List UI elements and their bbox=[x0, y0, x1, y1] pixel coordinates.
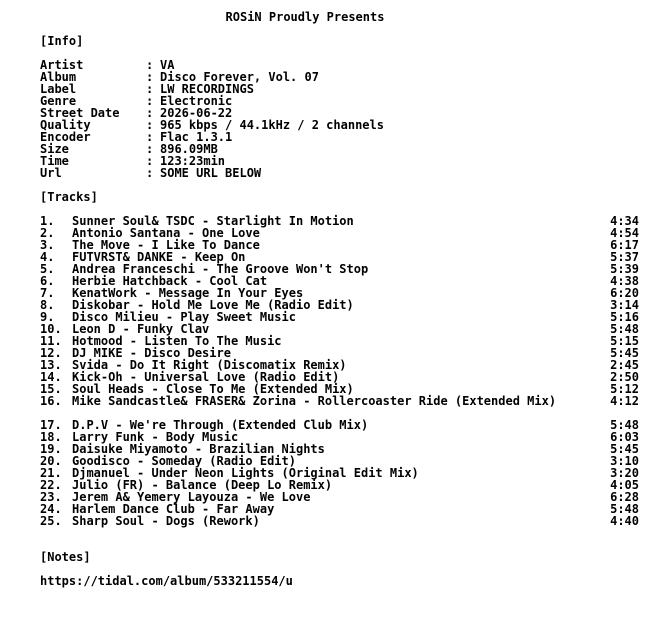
page-title: ROSiN Proudly Presents bbox=[225, 10, 385, 24]
track-title: Antonio Santana - One Love bbox=[72, 226, 260, 240]
track-number: 3. bbox=[40, 238, 55, 252]
track-duration: 4:54 bbox=[610, 226, 639, 240]
info-separator: : bbox=[146, 154, 154, 168]
track-duration: 3:20 bbox=[610, 466, 639, 480]
info-value: Electronic bbox=[160, 94, 233, 108]
track-title: FUTVRST& DANKE - Keep On bbox=[72, 250, 246, 264]
info-row bbox=[0, 155, 648, 167]
notes-url[interactable]: https://tidal.com/album/533211554/u bbox=[40, 574, 293, 588]
track-duration: 6:20 bbox=[610, 286, 639, 300]
track-title: Goodisco - Someday (Radio Edit) bbox=[72, 454, 296, 468]
info-value: SOME URL BELOW bbox=[160, 166, 262, 180]
info-value: 896.09MB bbox=[160, 142, 218, 156]
info-label: Quality bbox=[40, 118, 91, 132]
info-separator: : bbox=[146, 82, 154, 96]
track-duration: 6:03 bbox=[610, 430, 639, 444]
info-label: Encoder bbox=[40, 130, 91, 144]
info-label: Genre bbox=[40, 94, 77, 108]
info-row bbox=[0, 71, 648, 83]
track-title: Harlem Dance Club - Far Away bbox=[72, 502, 275, 516]
info-row bbox=[0, 143, 648, 155]
info-value: 965 kbps / 44.1kHz / 2 channels bbox=[160, 118, 384, 132]
track-number: 5. bbox=[40, 262, 55, 276]
track-duration: 5:39 bbox=[610, 262, 639, 276]
track-title: Julio (FR) - Balance (Deep Lo Remix) bbox=[72, 478, 333, 492]
info-label: Album bbox=[40, 70, 77, 84]
track-duration: 5:45 bbox=[610, 346, 639, 360]
notes-heading: [Notes] bbox=[40, 550, 91, 564]
track-duration: 4:38 bbox=[610, 274, 639, 288]
track-number: 17. bbox=[40, 418, 62, 432]
track-duration: 4:12 bbox=[610, 394, 639, 408]
track-number: 19. bbox=[40, 442, 62, 456]
track-number: 11. bbox=[40, 334, 62, 348]
track-title: DJ MIKE - Disco Desire bbox=[72, 346, 231, 360]
info-row bbox=[0, 131, 648, 143]
track-title: Daisuke Miyamoto - Brazilian Nights bbox=[72, 442, 325, 456]
track-title: Disco Milieu - Play Sweet Music bbox=[72, 310, 296, 324]
info-label: Label bbox=[40, 82, 77, 96]
track-title: D.P.V - We're Through (Extended Club Mix) bbox=[72, 418, 369, 432]
info-value: Disco Forever, Vol. 07 bbox=[160, 70, 319, 84]
info-label: Time bbox=[40, 154, 69, 168]
track-row bbox=[0, 515, 648, 527]
track-number: 12. bbox=[40, 346, 62, 360]
info-separator: : bbox=[146, 70, 154, 84]
info-row bbox=[0, 83, 648, 95]
track-row bbox=[0, 395, 648, 407]
info-value: LW RECORDINGS bbox=[160, 82, 254, 96]
info-row bbox=[0, 119, 648, 131]
track-duration: 4:40 bbox=[610, 514, 639, 528]
info-row bbox=[0, 167, 648, 179]
track-duration: 6:17 bbox=[610, 238, 639, 252]
track-title: Herbie Hatchback - Cool Cat bbox=[72, 274, 268, 288]
track-title: Sunner Soul& TSDC - Starlight In Motion bbox=[72, 214, 354, 228]
tracks-heading: [Tracks] bbox=[40, 190, 98, 204]
info-value: 123:23min bbox=[160, 154, 226, 168]
track-title: Larry Funk - Body Music bbox=[72, 430, 239, 444]
info-label: Size bbox=[40, 142, 69, 156]
track-number: 2. bbox=[40, 226, 55, 240]
track-duration: 4:34 bbox=[610, 214, 639, 228]
info-value: Flac 1.3.1 bbox=[160, 130, 233, 144]
track-title: Svida - Do It Right (Discomatix Remix) bbox=[72, 358, 347, 372]
track-title: Diskobar - Hold Me Love Me (Radio Edit) bbox=[72, 298, 354, 312]
info-separator: : bbox=[146, 58, 154, 72]
track-number: 23. bbox=[40, 490, 62, 504]
track-title: Andrea Franceschi - The Groove Won't Stop bbox=[72, 262, 369, 276]
track-number: 25. bbox=[40, 514, 62, 528]
info-heading: [Info] bbox=[40, 34, 84, 48]
track-number: 6. bbox=[40, 274, 55, 288]
info-label: Street Date bbox=[40, 106, 120, 120]
info-row bbox=[0, 59, 648, 71]
track-number: 7. bbox=[40, 286, 55, 300]
track-duration: 5:45 bbox=[610, 442, 639, 456]
track-title: KenatWork - Message In Your Eyes bbox=[72, 286, 304, 300]
info-separator: : bbox=[146, 130, 154, 144]
track-number: 15. bbox=[40, 382, 62, 396]
info-label: Url bbox=[40, 166, 62, 180]
track-number: 24. bbox=[40, 502, 62, 516]
track-title: Hotmood - Listen To The Music bbox=[72, 334, 282, 348]
info-separator: : bbox=[146, 142, 154, 156]
track-number: 9. bbox=[40, 310, 55, 324]
track-number: 16. bbox=[40, 394, 62, 408]
track-number: 18. bbox=[40, 430, 62, 444]
track-number: 10. bbox=[40, 322, 62, 336]
track-duration: 6:28 bbox=[610, 490, 639, 504]
track-duration: 5:48 bbox=[610, 322, 639, 336]
track-title: Djmanuel - Under Neon Lights (Original Edit Mix) bbox=[72, 466, 419, 480]
track-title: Jerem A& Yemery Layouza - We Love bbox=[72, 490, 311, 504]
track-number: 1. bbox=[40, 214, 55, 228]
info-separator: : bbox=[146, 94, 154, 108]
track-title: The Move - I Like To Dance bbox=[72, 238, 260, 252]
track-duration: 5:12 bbox=[610, 382, 639, 396]
info-label: Artist bbox=[40, 58, 84, 72]
track-duration: 5:16 bbox=[610, 310, 639, 324]
track-duration: 5:48 bbox=[610, 418, 639, 432]
track-duration: 4:05 bbox=[610, 478, 639, 492]
track-duration: 2:50 bbox=[610, 370, 639, 384]
track-number: 14. bbox=[40, 370, 62, 384]
track-number: 8. bbox=[40, 298, 55, 312]
info-separator: : bbox=[146, 166, 154, 180]
track-duration: 5:15 bbox=[610, 334, 639, 348]
info-separator: : bbox=[146, 106, 154, 120]
track-duration: 5:37 bbox=[610, 250, 639, 264]
track-number: 20. bbox=[40, 454, 62, 468]
info-value: VA bbox=[160, 58, 175, 72]
track-title: Mike Sandcastle& FRASER& Zorina - Rollercoaster Ride (Extended Mix) bbox=[72, 394, 557, 408]
track-duration: 3:14 bbox=[610, 298, 639, 312]
track-duration: 3:10 bbox=[610, 454, 639, 468]
track-title: Sharp Soul - Dogs (Rework) bbox=[72, 514, 260, 528]
track-title: Leon D - Funky Clav bbox=[72, 322, 210, 336]
track-number: 13. bbox=[40, 358, 62, 372]
track-title: Kick-Oh - Universal Love (Radio Edit) bbox=[72, 370, 340, 384]
track-duration: 2:45 bbox=[610, 358, 639, 372]
track-number: 22. bbox=[40, 478, 62, 492]
info-separator: : bbox=[146, 118, 154, 132]
track-number: 4. bbox=[40, 250, 55, 264]
track-duration: 5:48 bbox=[610, 502, 639, 516]
track-title: Soul Heads - Close To Me (Extended Mix) bbox=[72, 382, 354, 396]
track-number: 21. bbox=[40, 466, 62, 480]
info-value: 2026-06-22 bbox=[160, 106, 233, 120]
